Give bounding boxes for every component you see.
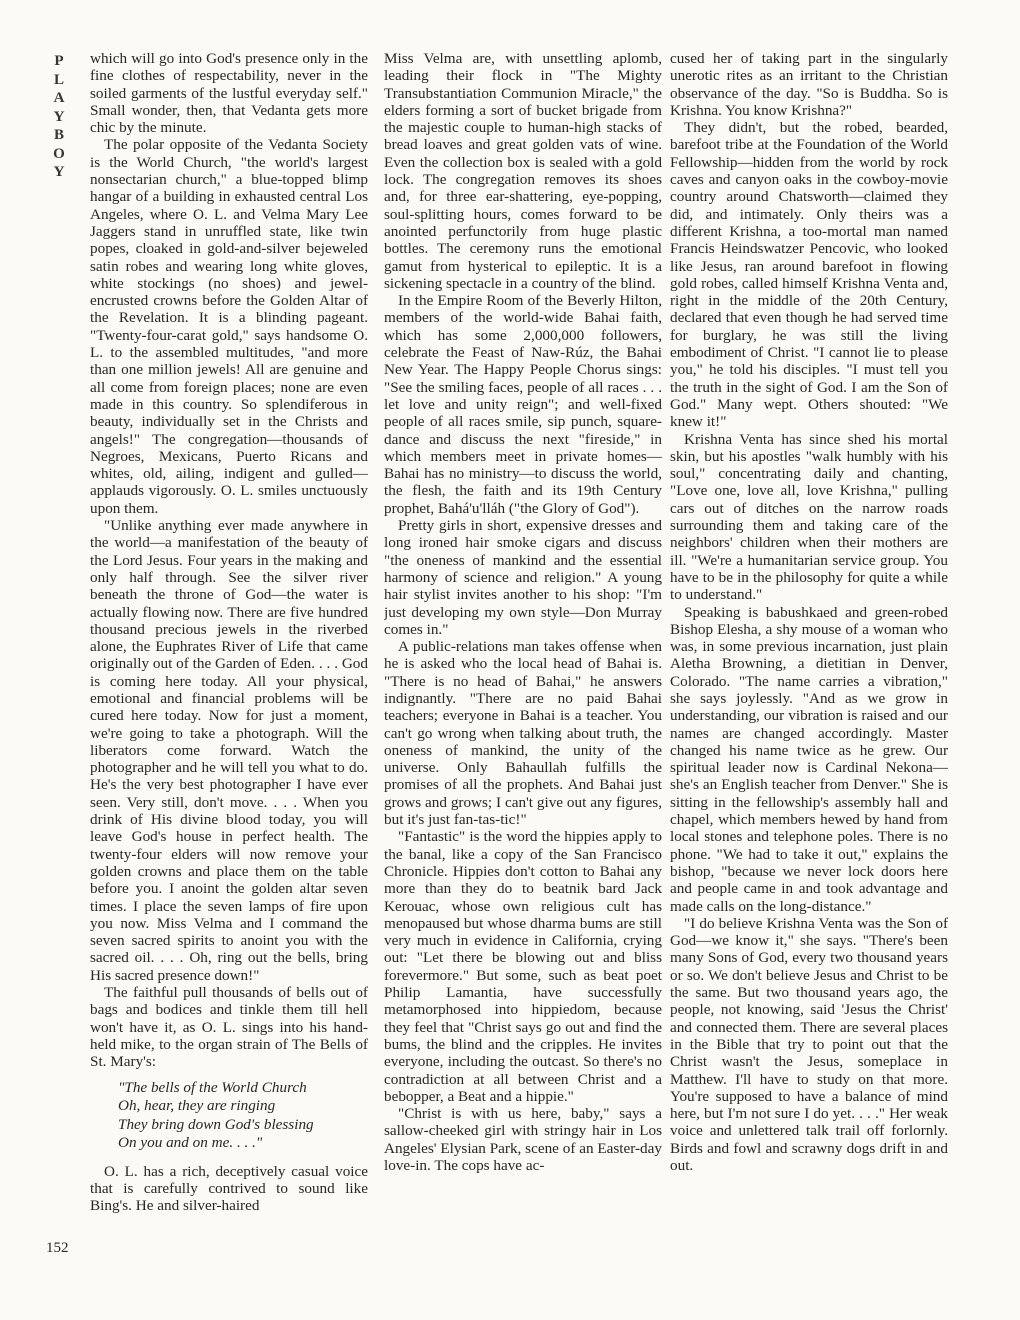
paragraph: "Unlike anything ever made anywhere in the world—a manifestation of the beauty of the Lord Jesus. Four years in the making and only half through. See the silver river beneath the throne of God—the water is actually flowing now. There are five hundred thousand precious jewels in the riverbed alone, the Euphrates River of Life that came originally out of the Garden of Eden. . . . God is coming here today. All your physical, emotional and financial problems will be cured here today. Now for just a moment, we're going to take a photograph. Will the liberators come forward. Watch the photographer and he will tell you what to do. He's the very best photographer I have ever seen. Very still, don't move. . . . When you drink of His divine blood today, you will leave God's house in perfect health. The twenty-four elders will now remove your golden crowns and place them on the table before you. I anoint the golden altar seven times. I place the seven lamps of fire upon you now. Miss Velma and I command the seven sacred spirits to anoint you with the sacred oil. . . . Oh, ring out the bells, bring His sacred presence down!" — [90, 517, 368, 984]
verse-line: "The bells of the World Church — [118, 1078, 307, 1096]
paragraph: Krishna Venta has since shed his mortal skin, but his apostles "walk humbly with his soul," concentrating daily and chanting, "Love one, love all, love Krishna," pulling cars out of ditches on the narrow roads surrounding them and taking care of the neighbors' children when their mothers are ill. "We're a humanitarian service group. You have to be in the philosophy for quite a while to understand." — [670, 430, 948, 604]
page-number: 152 — [46, 1240, 69, 1256]
paragraph: which will go into God's presence only in the fine clothes of respectability, never in the soiled garments of the lustful everyday self." Small wonder, then, that Vedanta gets more chic by the minute. — [90, 50, 368, 137]
article-column-1 — [90, 50, 368, 1280]
paragraph: "Christ is with us here, baby," says a sallow-cheeked girl with stringy hair in Los Angeles' Elysian Park, scene of an Easter-day love-in. The cops have ac- — [384, 1105, 662, 1174]
paragraph: They didn't, but the robed, bearded, barefoot tribe at the Foundation of the World Fellowship—hidden from the world by rock caves and canyon oaks in the cowboy-movie country around Chatsworth—claimed they did, and intimately. Only theirs was a different Krishna, a too-mortal man named Francis Heindswatzer Pencovic, who looked like Jesus, ran around barefoot in flowing gold robes, called himself Krishna Venta and, right in the middle of the 20th Century, declared that even though he had served time for burglary, he was still the living embodiment of Christ. "I cannot lie to please you," he told his disciples. "I must tell you the truth in the sight of God. I am the Son of God." Many wept. Others shouted: "We knew it!" — [670, 119, 948, 431]
paragraph: In the Empire Room of the Beverly Hilton, members of the world-wide Bahai faith, which has some 2,000,000 followers, celebrate the Feast of Naw-Rúz, the Bahai New Year. The Happy People Chorus sings: "See the smiling faces, people of all races . . . let love and unity reign"; and well-fixed people of all races smile, sip punch, square-dance and discuss the next "fireside," in which members meet in private homes—Bahai has no ministry—to discuss the world, the flesh, the faith and its 19th Century prophet, Bahá'u'lláh ("the Glory of God"). — [384, 292, 662, 517]
paragraph: "I do believe Krishna Venta was the Son of God—we know it," she says. "There's been many Sons of God, every two thousand years or so. We don't believe Jesus and Christ to be the same. But two thousand years ago, the people, not knowing, said 'Jesus the Christ' and connected them. There are several places in the Bible that try to point out that the Christ wasn't the Jesus, someplace in Matthew. I'll have to study on that more. You're supposed to have a balance of mind here, but I'm not sure I do yet. . . ." Her weak voice and unlettered talk trail off forlornly. Birds and fowl and scrawny dogs drift in and out. — [670, 914, 948, 1174]
paragraph: A public-relations man takes offense when he is asked who the local head of Bahai is. "There is no head of Bahai," he answers indignantly. "There are no paid Bahai teachers; everyone in Bahai is a teacher. You can't go wrong when talking about truth, the oneness of mankind, the unity of the universe. Only Bahaullah fulfills the promises of all the prophets. And Bahai just grows and grows; I can't give out any figures, but it's just fan-tas-tic!" — [384, 638, 662, 829]
paragraph: O. L. has a rich, deceptively casual voice that is carefully contrived to sound like Bing's. He and silver-haired — [90, 1162, 368, 1215]
masthead-letter: O — [53, 145, 65, 162]
article-column-2 — [384, 50, 662, 1280]
masthead — [48, 52, 70, 182]
verse-line: On you and on me. . . ." — [118, 1134, 263, 1152]
article-column-3 — [670, 50, 948, 1280]
paragraph: cused her of taking part in the singularly unerotic rites as an irritant to the Christian observance of the day. "So is Buddha. So is Krishna. You know Krishna?" — [670, 50, 948, 119]
masthead-letter: P — [54, 53, 64, 69]
paragraph: Pretty girls in short, expensive dresses and long ironed hair smoke cigars and discuss "the oneness of mankind and the essential harmony of science and religion." A young hair stylist invites another to his shop: "I'm just developing my own style—Don Murray comes in." — [384, 517, 662, 638]
verse-line: They bring down God's blessing — [118, 1115, 314, 1133]
masthead-letter: Y — [53, 108, 65, 125]
paragraph: Speaking is babushkaed and green-robed Bishop Elesha, a shy mouse of a woman who was, in some previous incarnation, just plain Aletha Browning, a dietitian in Denver, Colorado. "The name carries a vibration," she says joylessly. "And as we grow in understanding, our vibration is raised and our names are changed accordingly. Master changed his name twice as he grew. Our spiritual leader now is Cardinal Nekona—she's an English teacher from Denver." She is sitting in the fellowship's assembly hall and chapel, which members hewed by hand from local stones and telephone poles. There is no phone. "We had to take it out," explains the bishop, "because we never lock doors here and people came in and took advantage and made calls on the long-distance." — [670, 603, 948, 915]
paragraph: "Fantastic" is the word the hippies apply to the banal, like a copy of the San Francisco Chronicle. Hippies don't cotton to Bahai any more than they do to beatnik bard Jack Kerouac, whose own religious cult has menopaused but whose dharma bums are still very much in evidence in California, crying out: "Let there be blowing out and bliss forevermore." But some, such as beat poet Philip Lamantia, have successfully metamorphosed into hippiedom, because they feel that "Christ says go out and find the bums, the blind and the cripples. He invites everyone, including the outcast. So there's no contradiction at all between Christ and a bebopper, a Beat and a hippie." — [384, 828, 662, 1105]
song-verse — [118, 1079, 368, 1153]
masthead-letter: L — [53, 71, 64, 88]
paragraph: The polar opposite of the Vedanta Society is the World Church, "the world's largest nonsectarian church," a blue-topped blimp hangar of a building in exhausted central Los Angeles, where O. L. and Velma Mary Lee Jaggers stand in unruffled state, like twin popes, cloaked in gold-and-silver bejeweled satin robes and wearing long white gloves, white stockings (no shoes) and jewel-encrusted crowns before the Golden Altar of the Revelation. It is a blinding pageant. "Twenty-four-carat gold," says handsome O. L. to the assembled multitudes, "and more than one million jewels! All are genuine and all come from foreign places; none are even made in this country. So splendiferous in beauty, individually set in the Christs and angels!" The congregation—thousands of Negroes, Mexicans, Puerto Ricans and whites, old, ailing, indigent and gulled—applauds vigorously. O. L. smiles unctuously upon them. — [90, 136, 368, 517]
paragraph: Miss Velma are, with unsettling aplomb, leading their flock in "The Mighty Transubstantiation Communion Miracle," the elders forming a sort of bucket brigade from the majestic couple to human-high stacks of bread loaves and great golden vats of wine. Even the collection box is sealed with a gold lock. The congregation removes its shoes and, for three ear-shattering, eye-popping, soul-splitting hours, comes forward to be anointed perfunctorily from huge plastic bottles. The ceremony runs the emotional gamut from hysterical to epileptic. It is a sickening spectacle in a country of the blind. — [384, 50, 662, 292]
masthead-letter: A — [53, 90, 65, 106]
masthead-letter: Y — [53, 164, 65, 180]
paragraph: The faithful pull thousands of bells out of bags and bodices and tinkle them till hell won't have it, as O. L. sings into his hand-held mike, to the organ strain of The Bells of St. Mary's: — [90, 984, 368, 1071]
masthead-letter: B — [53, 127, 64, 143]
verse-line: Oh, hear, they are ringing — [118, 1097, 276, 1115]
